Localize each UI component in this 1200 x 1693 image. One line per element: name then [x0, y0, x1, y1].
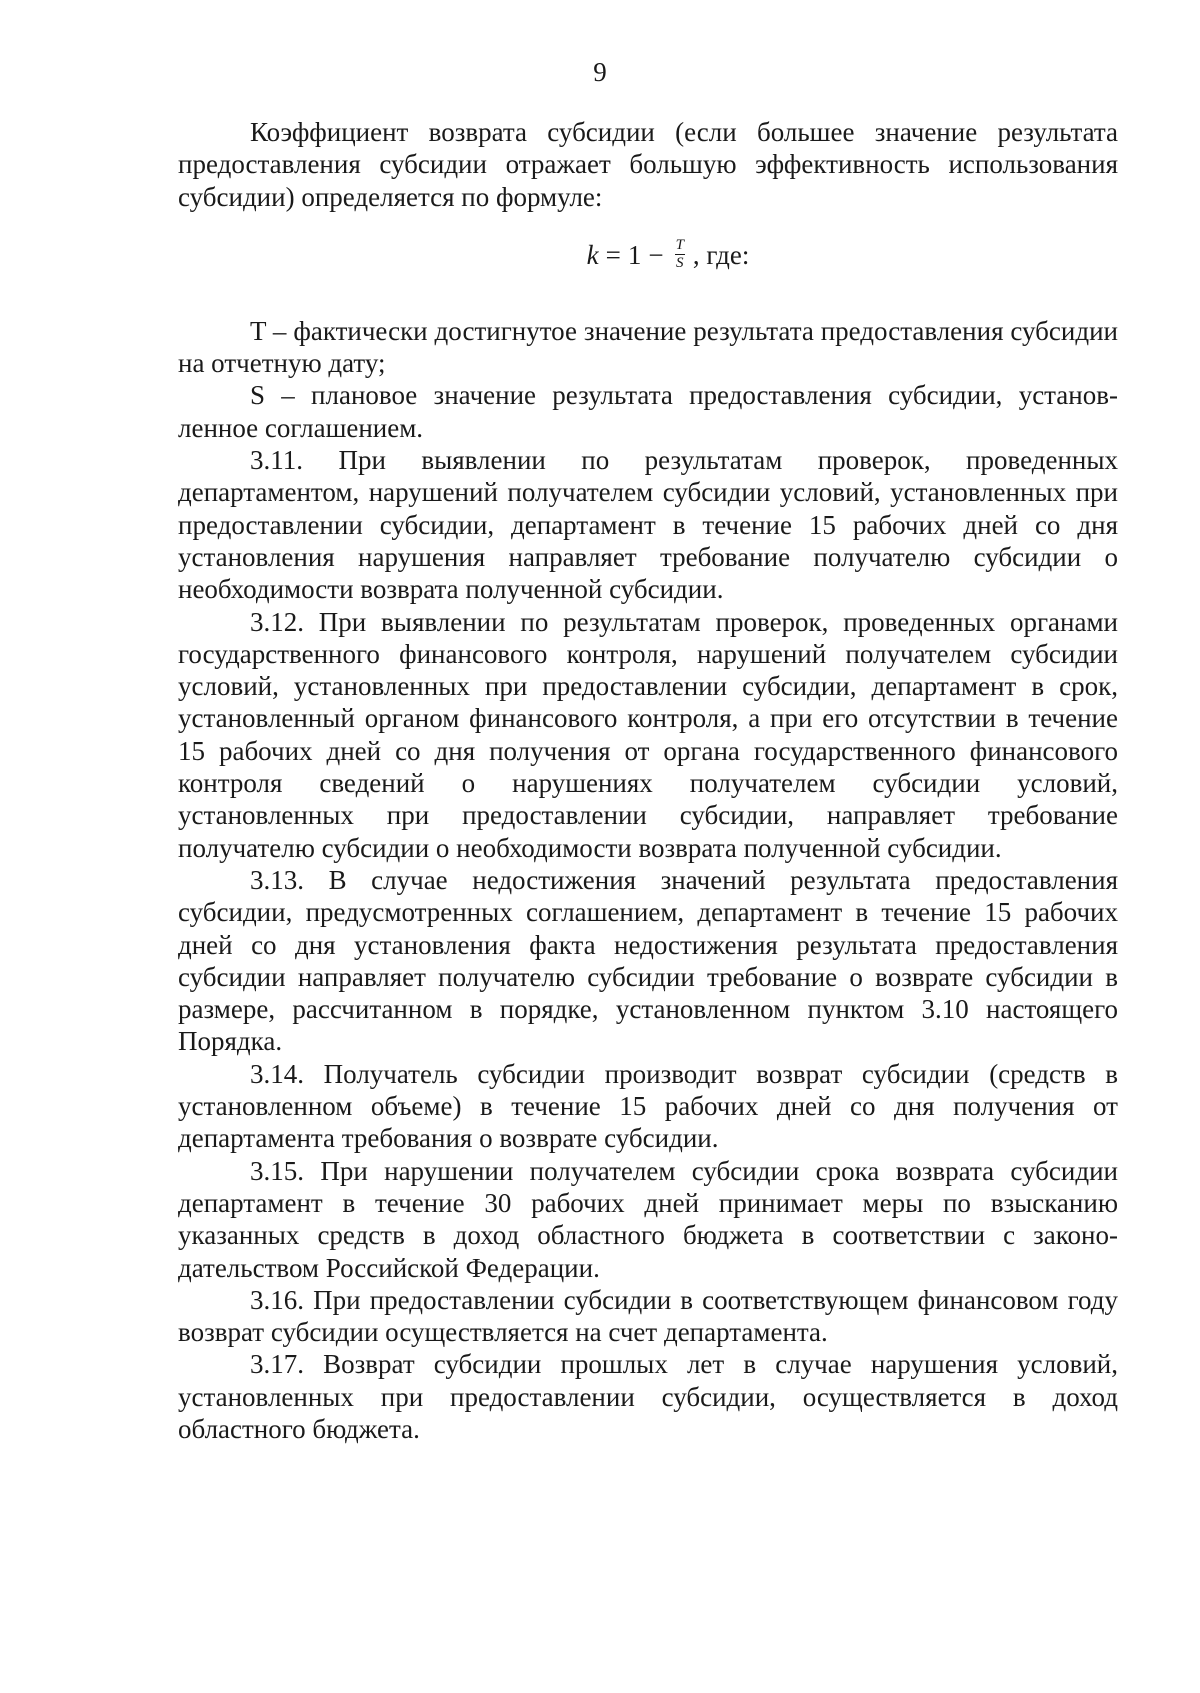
- document-body: [178, 116, 1118, 1445]
- paragraph-3-14: 3.14. Получатель субсидии производит возврат субсидии (средств в установленном объеме) в течение 15 рабочих дней со дня получения от департамента требования о возврате субсидии.: [178, 1058, 1118, 1154]
- formula-tail: , где:: [692, 239, 750, 270]
- paragraph-s-definition: S – плановое значение результата предоставления субсидии, установленное соглашением.: [178, 380, 1118, 443]
- formula: [178, 213, 1118, 297]
- paragraph-3-13: 3.13. В случае недостижения значений результата предоставления субсидии, предусмотренных соглашением, департамент в течение 15 рабочих дней со дня установления факта недостижения результата предоставления субсидии направляет получателю субсидии требование о возврате субсидии в размере, рассчитанном в порядке, установленном пунктом 3.10 настоящего Порядка.: [178, 864, 1118, 1057]
- formula-equals: =: [605, 239, 621, 270]
- paragraph-3-16: 3.16. При предоставлении субсидии в соответствующем финансовом году возврат субсидии осуществляется на счет департамента.: [178, 1284, 1118, 1348]
- spacer: [178, 297, 1118, 315]
- paragraph-3-15: 3.15. При нарушении получателем субсидии срока возврата субсидии департамент в течение 30 рабочих дней принимает меры по взысканию указанных средств в доход областного бюджета в соответствии с законодательством Российской Федерации.: [178, 1155, 1118, 1283]
- formula-lhs: k: [586, 239, 599, 270]
- formula-fraction: [675, 238, 685, 271]
- paragraph-3-17: 3.17. Возврат субсидии прошлых лет в случае нарушения условий, установленных при предоставлении субсидии, осуществляется в доход областного бюджета.: [178, 1349, 1118, 1444]
- paragraph-3-12: 3.12. При выявлении по результатам проверок, проведенных органами государственного финансового контроля, нарушений получателем субсидии условий, установленных при предоставлении субсидии, департамент в срок, установленный органом финансового контроля, а при его отсутствии в течение 15 рабочих дней со дня получения от органа государственного финансового контроля сведений о нарушениях получателем субсидии условий, установленных при предоставлении субсидии, направляет требование получателю субсидии о необходимости возврата полученной субсидии.: [178, 606, 1118, 863]
- formula-numerator: T: [675, 237, 684, 254]
- formula-denominator: S: [676, 255, 684, 272]
- paragraph-3-11: 3.11. При выявлении по результатам проверок, проведенных департаментом, нарушений получателем субсидии условий, установленных при предоставлении субсидии, департамент в течение 15 рабочих дней со дня установления нарушения направляет требование получателю субсидии о необходимости возврата полученной субсидии.: [178, 445, 1118, 605]
- formula-minus: −: [648, 239, 664, 270]
- formula-one: 1: [627, 239, 642, 270]
- paragraph-intro: Коэффициент возврата субсидии (если большее значение результата предоставления субсидии отражает большую эффективность использования субсидии) определяется по формуле:: [178, 117, 1118, 212]
- paragraph-t-definition: T – фактически достигнутое значение результата предоставления субсидии на отчетную дату;: [178, 315, 1118, 379]
- page-number: 9: [593, 57, 607, 87]
